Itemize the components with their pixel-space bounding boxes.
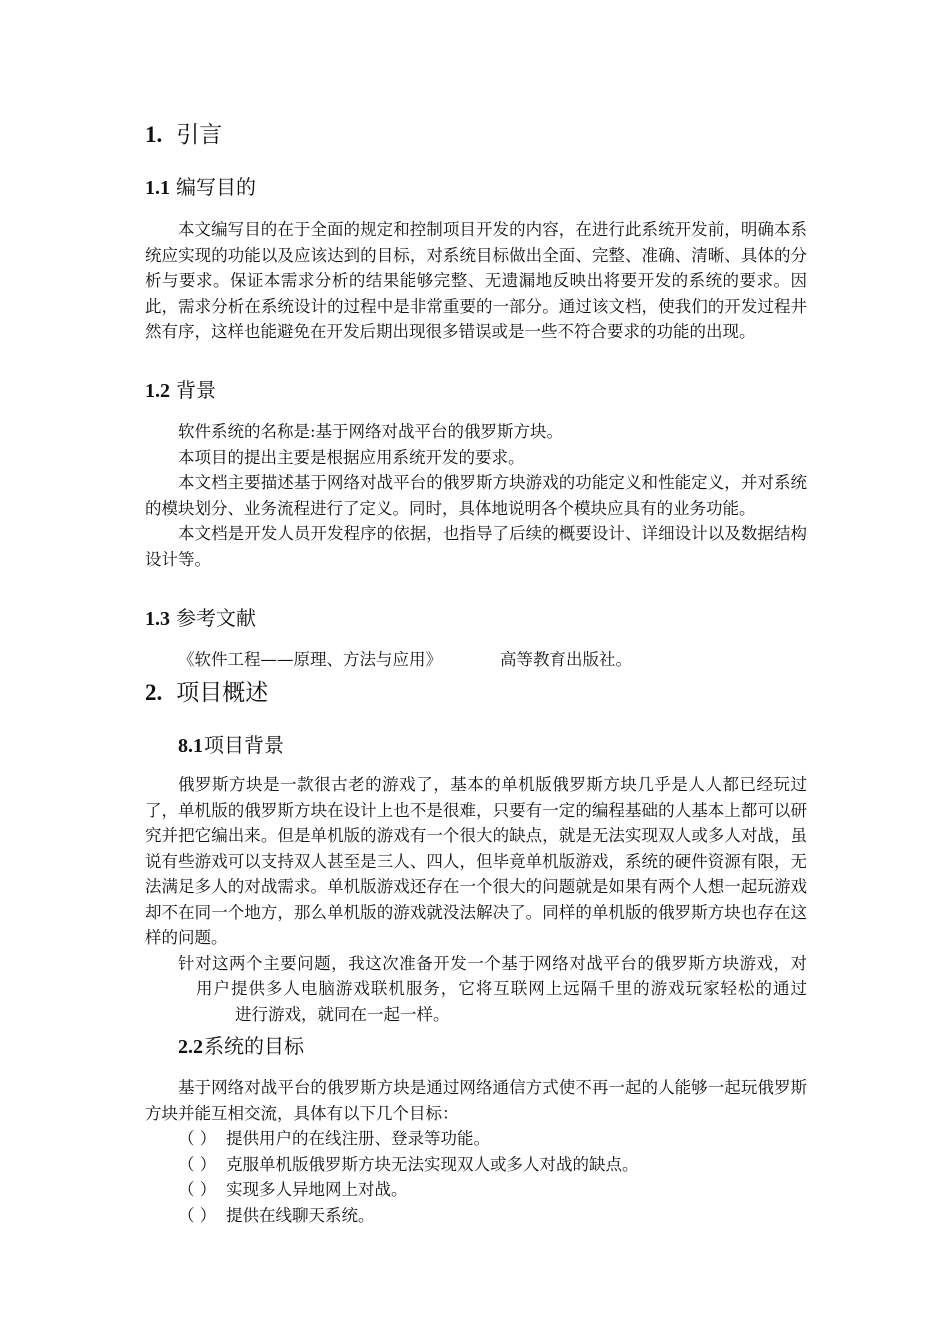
heading-title: 项目背景 — [204, 733, 284, 757]
purpose-paragraph — [145, 217, 807, 345]
heading-project-background — [178, 731, 284, 760]
goal-text: 提供用户的在线注册、登录等功能。 — [226, 1129, 490, 1148]
paragraph-text — [145, 951, 807, 1028]
goal-marker: （ ） — [178, 1129, 217, 1148]
heading-number: 2.2 — [178, 1036, 203, 1058]
list-item — [178, 1203, 639, 1229]
heading-title: 背景 — [176, 378, 216, 402]
goal-marker: （ ） — [178, 1154, 217, 1174]
heading-title: 项目概述 — [176, 680, 269, 706]
heading-number: 1. — [145, 122, 163, 147]
paragraph-text: 本文档主要描述基于网络对战平台的俄罗斯方块游戏的功能定义和性能定义，并对系统的模块划分、业务流程进行了定义。同时，具体地说明各个模块应具有的业务功能。 — [145, 473, 807, 518]
paragraph-text-part: 进行游戏，就同在一起一样。 — [235, 1004, 450, 1024]
heading-purpose — [145, 173, 256, 202]
paragraph-text-part: 针对这两个主要问题，我这次准备开发一个基于网络对战平台的俄罗斯方块游戏，对 — [178, 953, 807, 973]
heading-number: 1.2 — [145, 380, 170, 402]
goals-list — [178, 1126, 639, 1228]
paragraph-text-part: 用户提供多人电脑游戏联机服务，它将互联网上远隔千里的游戏玩家轻松的通过 — [195, 979, 807, 998]
list-item — [178, 1152, 639, 1178]
heading-number: 1.3 — [145, 608, 170, 630]
heading-introduction — [145, 120, 222, 150]
project-background-paragraphs — [145, 772, 807, 1027]
goal-text: 提供在线聊天系统。 — [226, 1205, 375, 1225]
reference-entry — [178, 647, 632, 673]
heading-title: 参考文献 — [176, 606, 256, 630]
goal-text: 实现多人异地网上对战。 — [226, 1180, 408, 1199]
heading-background — [145, 376, 216, 405]
heading-project-overview — [145, 678, 268, 708]
goal-text: 克服单机版俄罗斯方块无法实现双人或多人对战的缺点。 — [226, 1154, 639, 1174]
heading-number: 1.1 — [145, 177, 170, 199]
paragraph-text: 本文档是开发人员开发程序的依据，也指导了后续的概要设计、详细设计以及数据结构设计等。 — [145, 524, 807, 569]
heading-number: 2. — [145, 680, 163, 705]
paragraph-text: 本项目的提出主要是根据应用系统开发的要求。 — [178, 447, 525, 467]
list-item — [178, 1126, 639, 1152]
paragraph-text: 本文编写目的在于全面的规定和控制项目开发的内容，在进行此系统开发前，明确本系统应实现的功能以及应该达到的目标，对系统目标做出全面、完整、准确、清晰、具体的分析与要求。保证本需求分析的结果能够完整、无遗漏地反映出将要开发的系统的要求。因此，需求分析在系统设计的过程中是非常重要的一部分。通过该文档，使我们的开发过程井然有序，这样也能避免在开发后期出现很多错误或是一些不符合要求的功能的出现。 — [145, 220, 807, 341]
heading-title: 编写目的 — [176, 175, 256, 199]
list-item — [178, 1177, 639, 1203]
background-paragraphs — [145, 419, 807, 572]
system-goals-paragraph — [145, 1075, 807, 1126]
paragraph-text: 俄罗斯方块是一款很古老的游戏了，基本的单机版俄罗斯方块几乎是人人都已经玩过了，单机版的俄罗斯方块在设计上也不是很难，只要有一定的编程基础的人基本上都可以研究并把它编出来。但是单机版的游戏有一个很大的缺点，就是无法实现双人或多人对战，虽说有些游戏可以支持双人甚至是三人、四人，但毕竟单机版游戏，系统的硬件资源有限，无法满足多人的对战需求。单机版游戏还存在一个很大的问题就是如果有两个人想一起玩游戏却不在同一个地方，那么单机版的游戏就没法解决了。同样的单机版的俄罗斯方块也存在这样的问题。 — [145, 775, 807, 947]
paragraph-text: 软件系统的名称是:基于网络对战平台的俄罗斯方块。 — [178, 422, 564, 441]
heading-title: 系统的目标 — [204, 1034, 304, 1058]
heading-title: 引言 — [176, 122, 223, 148]
goal-marker: （ ） — [178, 1205, 217, 1225]
reference-book-title: 《软件工程——原理、方法与应用》 — [178, 650, 442, 669]
reference-publisher: 高等教育出版社。 — [500, 650, 632, 669]
goal-marker: （ ） — [178, 1180, 217, 1199]
heading-number: 8.1 — [178, 735, 203, 757]
heading-references — [145, 604, 256, 633]
heading-system-goals — [178, 1032, 304, 1061]
paragraph-text: 基于网络对战平台的俄罗斯方块是通过网络通信方式使不再一起的人能够一起玩俄罗斯方块并能互相交流，具体有以下几个目标： — [145, 1078, 807, 1123]
